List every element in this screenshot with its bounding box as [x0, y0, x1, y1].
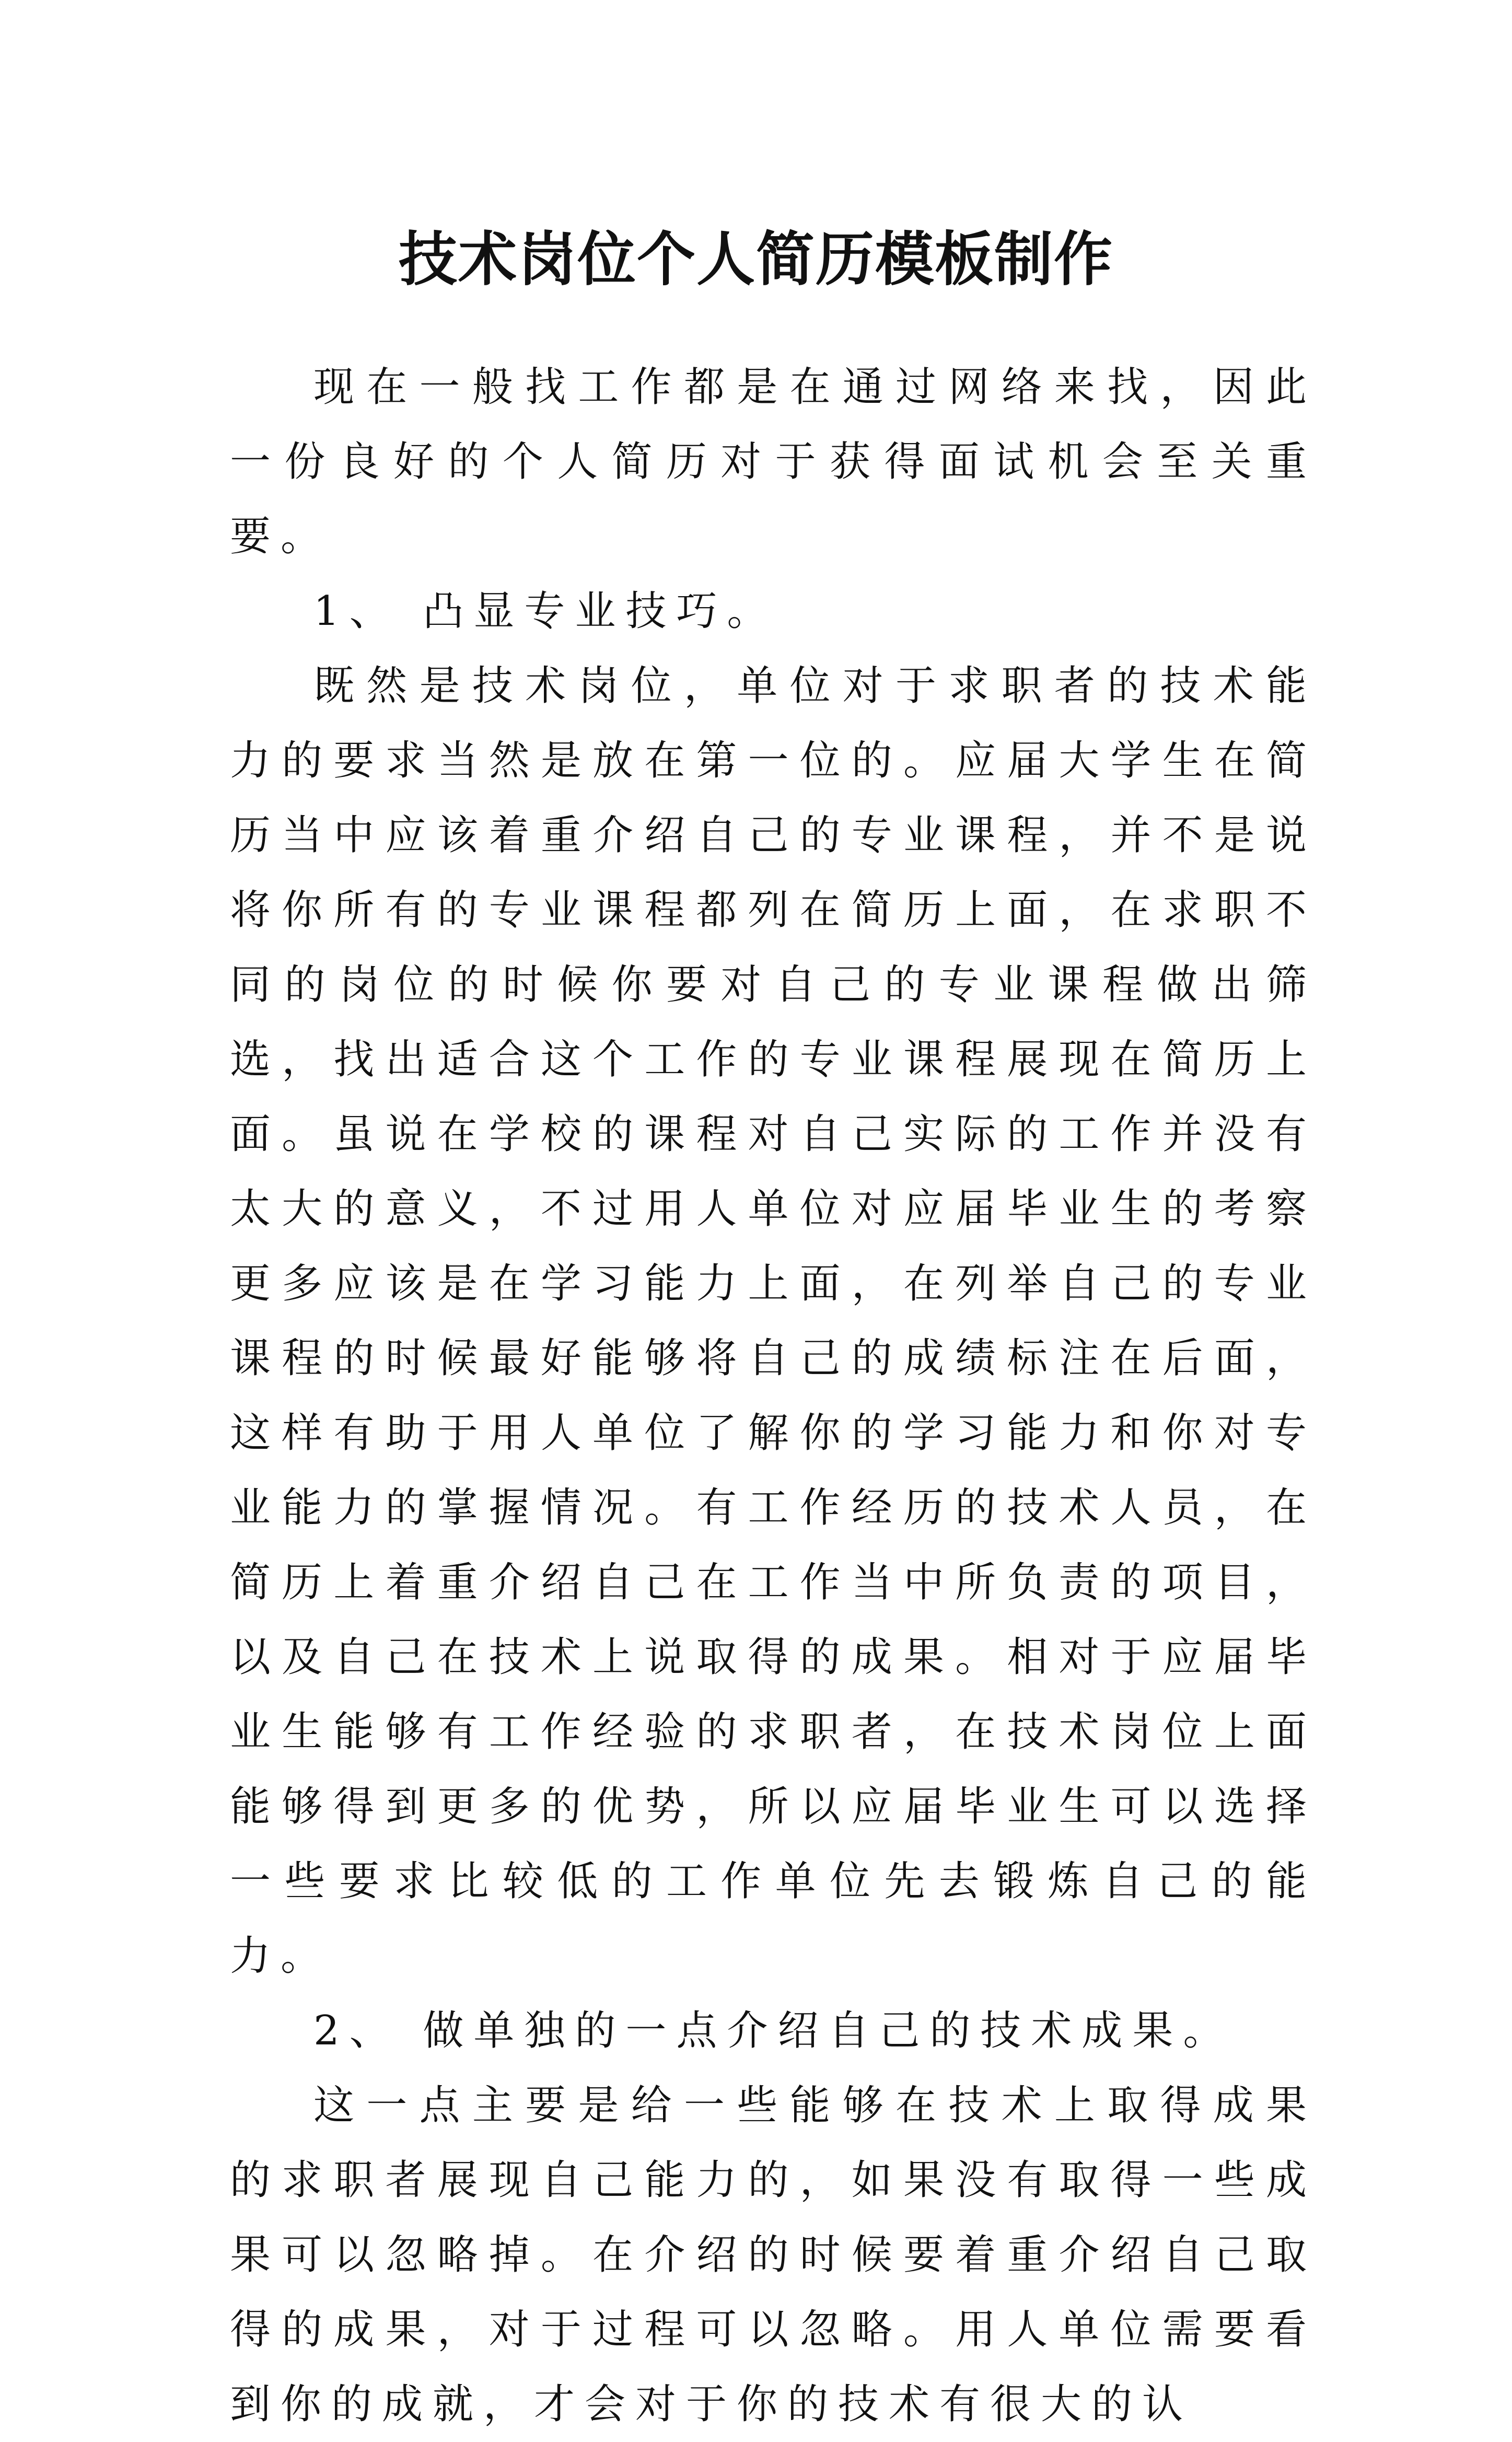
section-heading-1: 1、 凸显专业技巧。 [313, 588, 778, 635]
section-1-paragraph: 既然是技术岗位，单位对于求职者的技术能力的要求当然是放在第一位的。应届大学生在简历当中应该着重介绍自己的专业课程，并不是说将你所有的专业课程都列在简历上面，在求职不同的岗位的时候你要对自己的专业课程做出筛选，找出适合这个工作的专业课程展现在简历上面。虽说在学校的课程对自己实际的工作并没有太大的意义，不过用人单位对应届毕业生的考察更多应该是在学习能力上面，在列举自己的专业课程的时候最好能够将自己的成绩标注在后面，这样有助于用人单位了解你的学习能力和你对专业能力的掌握情况。有工作经历的技术人员，在简历上着重介绍自己在工作当中所负责的项目，以及自己在技术上说取得的成果。相对于应届毕业生能够有工作经验的求职者，在技术岗位上面能够得到更多的优势，所以应届毕业生可以选择一些要求比较低的工作单位先去锻炼自己的能力。 [230, 662, 1317, 1980]
section-heading-2: 2、 做单独的一点介绍自己的技术成果。 [313, 2007, 1234, 2054]
document-title: 技术岗位个人简历模板制作 [399, 225, 1113, 294]
intro-paragraph: 现在一般找工作都是在通过网络来找，因此一份良好的个人简历对于获得面试机会至关重要。 [230, 364, 1317, 560]
section-2-paragraph: 这一点主要是给一些能够在技术上取得成果的求职者展现自己能力的，如果没有取得一些成果可以忽略掉。在介绍的时候要着重介绍自己取得的成果，对于过程可以忽略。用人单位需要看到你的成就，才会对于你的技术有很大的认 [230, 2082, 1317, 2428]
document-body [230, 350, 1317, 2442]
